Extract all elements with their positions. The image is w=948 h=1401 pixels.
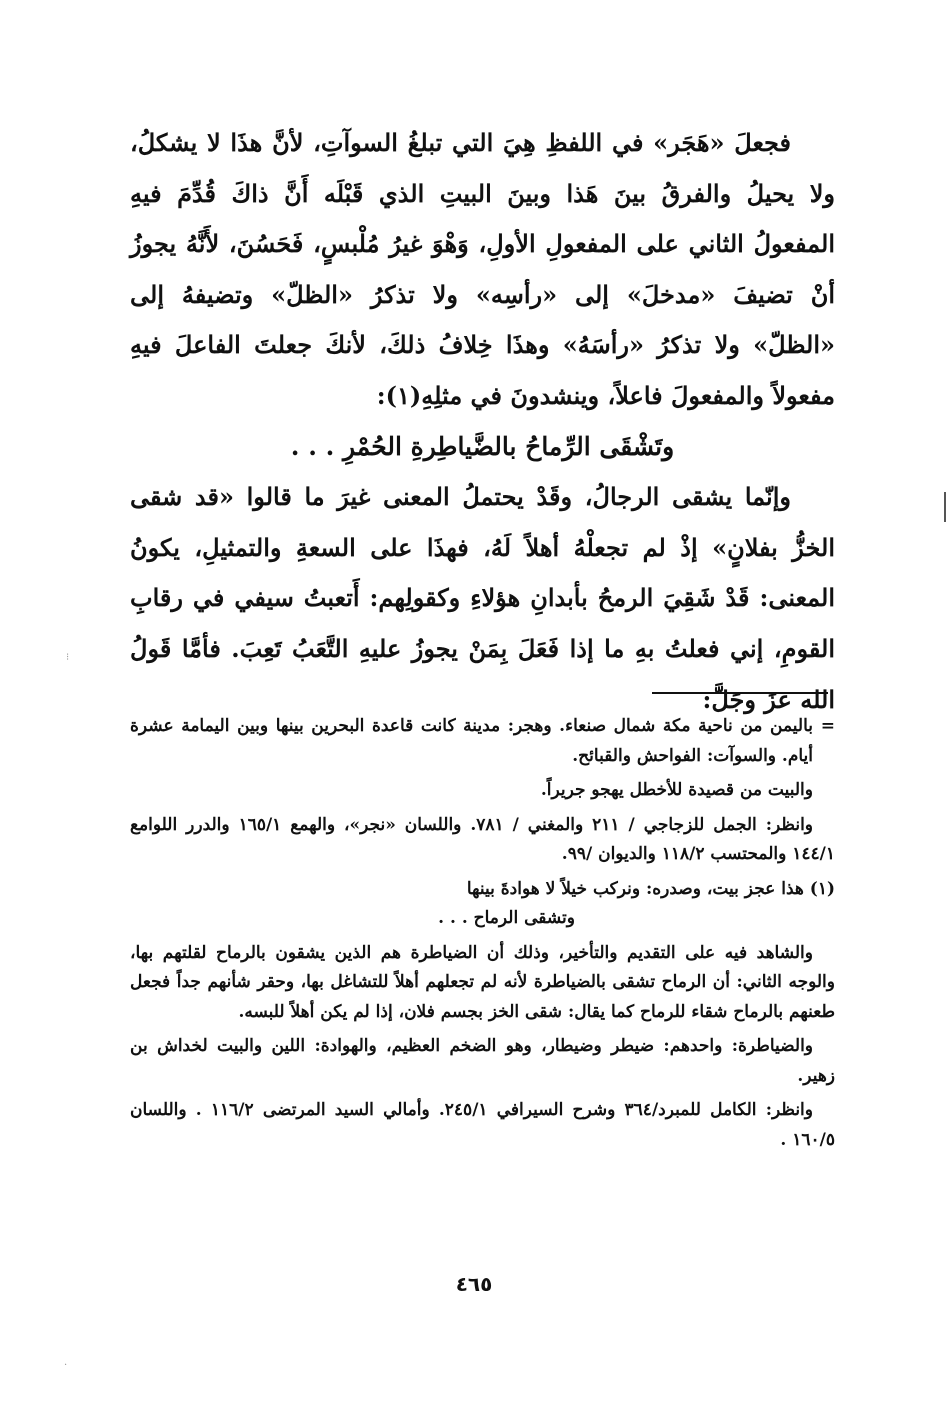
footnote-sources: وانظر: الكامل للمبرد/٣٦٤ وشرح السيرافي ٢٤٥/١. وأمالي السيد المرتضى ١١٦/٢ . واللسان ١٦٠/٥ . — [130, 1100, 835, 1150]
paragraph-1: فجعلَ «هَجَر» في اللفظِ هِيَ التي تبلغُ السوآتِ، لأنَّ هذَا لا يشكلُ، ولا يحيلُ والفرقُ بينَ هَذا وبينَ البيتِ الذي قَبْلَه أَنَّ ذاكَ قُدِّمَ فيهِ المفعولُ الثاني على المفعولِ الأولِ، وَهْوَ غيرُ مُلْبسٍ، فَحَسُنَ، لأَنَّهُ يجوزُ أنْ تضيفَ «مدخلَ» إلى «رأسِه» ولا تذكرُ «الظلّ» وتضيفهُ إلى «الظلّ» ولا تذكرُ «رأسَهُ» وهذَا خِلافُ ذلكَ، لأنكَ جعلتَ الفاعلَ فيهِ مفعولاً والمفعولَ فاعلاً، وينشدونَ في مثلِهِ(١): — [130, 128, 835, 410]
footnote-explanation: والشاهد فيه على التقديم والتأخير، وذلك أن الضياطرة هم الذين يشقون بالرماح لقلتهم بها، والوجه الثاني: أن الرماح تشقى بالضياطرة لأنه لم تجعلهم أهلاً للتشاغل بها، وحقر شأنهم جداً فجعل طعنهم بالرماح شقاء للرماح كما يقال: شقى الخز بجسم فلان، إذا لم يكن أهلاً للبسه. — [130, 942, 835, 1022]
footnote-text: باليمن من ناحية مكة شمال صنعاء. وهجر: مدينة كانت قاعدة البحرين بينها وبين اليمامة عشرة أيام. والسوآت: الفواحش والقبائح. — [130, 716, 813, 766]
continuation-mark: = — [820, 716, 835, 736]
footnote-separator — [652, 692, 828, 694]
footnotes — [130, 712, 835, 1160]
paragraph-2: وإنّما يشقى الرجالُ، وقَدْ يحتملُ المعنى غيرَ ما قالوا «قد شقى الخزُّ بفلانٍ» إذْ لم تجعلْهُ أهلاً لَهُ، فهذَا على السعةِ والتمثيلِ، يكونُ المعنى: قَدْ شَقِيَ الرمحُ بأبدانِ هؤلاءِ وكقولِهم: أَتعبتُ سيفي في رقابِ القومِ، إني فعلتُ بهِ ما إذا فَعَلَ بِمَنْ يجوزُ عليهِ التَّعَبُ تَعِبَ. فأمَّا قَولُ الله عزَ وجَلَّ: — [130, 482, 836, 714]
main-text — [130, 118, 835, 725]
page-number: ٤٦٥ — [455, 1272, 493, 1296]
scan-edge-mark — [944, 492, 946, 522]
verse-line: وتَشْقَى الرِّماحُ بالضَّياطِرةِ الحُمْرِ . . . — [290, 431, 675, 461]
footnote-verse: وتشقى الرماح . . . — [438, 908, 575, 928]
footnote-poet: والبيت من قصيدة للأخطل يهجو جريراً. — [540, 780, 813, 800]
footnote-continuation — [130, 712, 835, 771]
scan-speck: · — [64, 1360, 68, 1371]
scan-speck: ⁝ — [66, 652, 70, 663]
footnote-references: وانظر: الجمل للزجاجي / ٢١١ والمغني / ٧٨١. واللسان «نجر»، والهمع ١٦٥/١ والدرر اللوامع ١٤٤/١ والمحتسب ١١٨/٢ والديوان /٩٩. — [130, 814, 835, 864]
footnote-1: (١) هذا عجز بيت، وصدره: ونركب خيلاً لا هوادةَ بينها — [466, 878, 835, 899]
footnote-glossary: والضياطرة: واحدهم: ضيطر وضيطار، وهو الضخم العظيم، والهوادة: اللين والبيت لخداش بن زهير. — [130, 1036, 835, 1086]
